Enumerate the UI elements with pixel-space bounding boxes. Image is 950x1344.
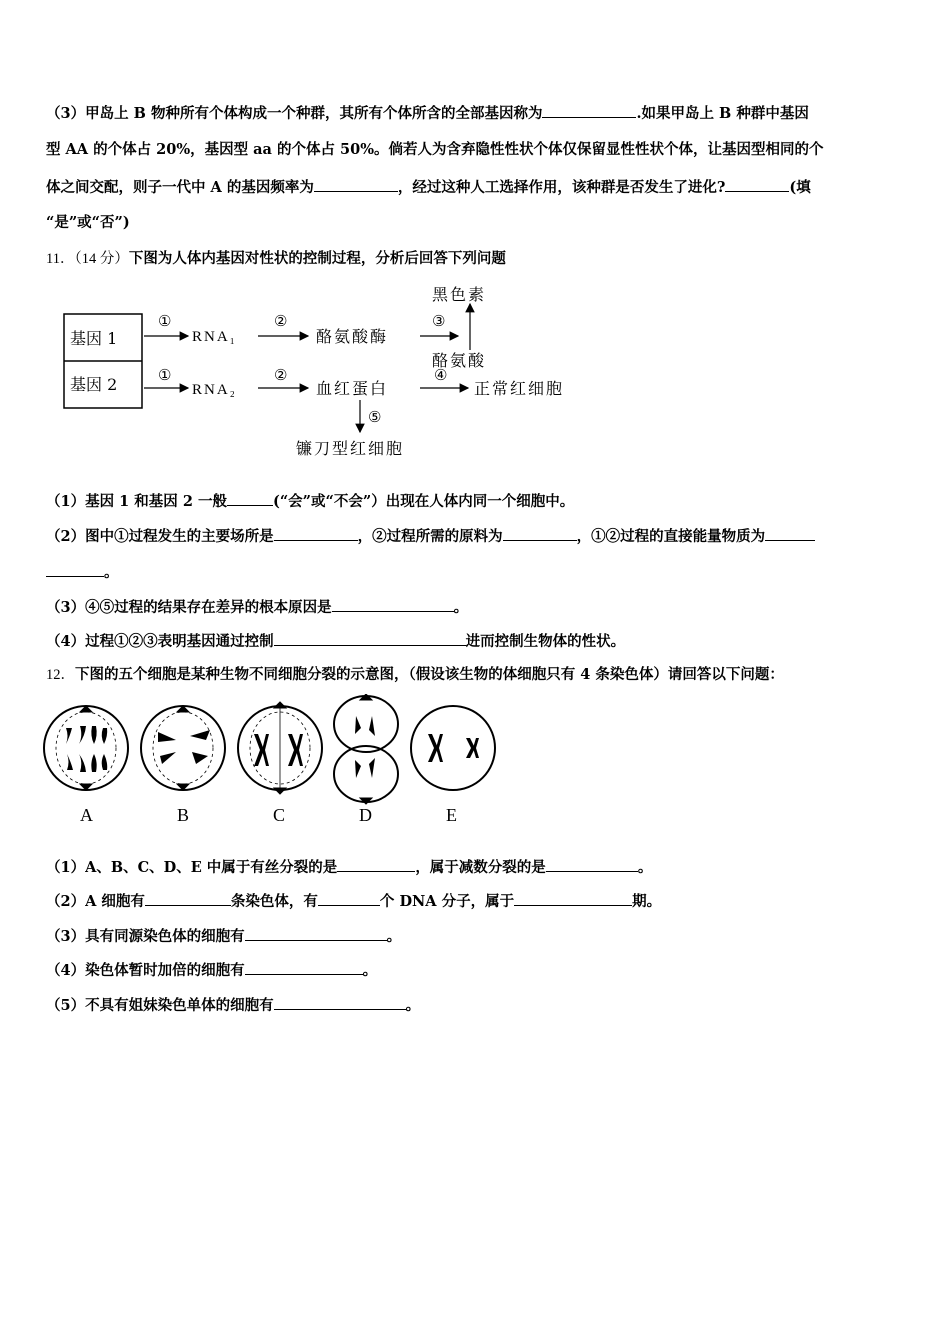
q11-p3 [46,597,910,618]
gene2-label: 基因 2 [70,375,118,394]
question-title: 下图的五个细胞是某种生物不同细胞分裂的示意图，（假设该生物的体细胞只有 4 条染色体）请回答以下问题： [75,666,784,683]
hemoglobin-label: 血红蛋白 [316,379,389,398]
text: 。 [386,928,402,945]
q12-p4 [46,960,910,981]
cell-a [44,706,128,790]
cell-division-figure [40,694,510,830]
q11-p2-cont [46,562,910,583]
text: 。 [453,599,469,616]
rna1-label: RNA₁ [192,329,237,345]
enzyme-label: 酪氨酸酶 [316,327,389,346]
q10-3-line2: 型 AA 的个体占 20%，基因型 aa 的个体占 50%。倘若人为含弃隐性性状个体仅保留显性性状个体，让基因型相同的个 [46,141,824,158]
q12-p5 [46,995,910,1016]
text: （2）图中①过程发生的主要场所是 [46,528,274,545]
text: 进而控制生物体的性状。 [465,633,626,650]
text: 期。 [632,893,662,910]
text: .如果甲岛上 B 种群中基因 [636,105,809,122]
q12-heading [46,665,910,685]
text: 。 [362,962,378,979]
normal-rbc-label: 正常红细胞 [474,379,565,398]
text: （4）过程①②③表明基因通过控制 [46,633,274,650]
answer-blank[interactable] [46,562,104,577]
step-2: ② [274,312,288,330]
text: 体之间交配，则子一代中 A 的基因频率为 [46,179,314,196]
answer-blank[interactable] [314,177,398,192]
tyrosine-label: 酪氨酸 [432,351,487,370]
q10-3-line4: “是”或“否”) [46,214,130,231]
text: (填 [789,179,811,196]
text: 个 DNA 分子，属于 [379,893,515,910]
step-1b: ① [158,366,172,384]
text: （3）④⑤过程的结果存在差异的根本原因是 [46,599,332,616]
step-5: ⑤ [368,408,382,426]
q11-p2 [46,526,910,547]
cell-label-a: A [80,805,93,825]
text: （1）A、B、C、D、E 中属于有丝分裂的是 [46,859,338,876]
answer-blank[interactable] [274,526,358,541]
cell-b [141,706,225,790]
step-2b: ② [274,366,288,384]
q10-3-line3 [46,177,910,198]
answer-blank[interactable] [145,891,231,906]
text: ，①②过程的直接能量物质为 [576,528,766,545]
cell-e [411,706,495,790]
answer-blank[interactable] [503,526,577,541]
text: （1）基因 1 和基因 2 一般 [46,493,227,510]
q12-p1 [46,857,910,878]
answer-blank[interactable] [514,891,632,906]
text: （3）具有同源染色体的细胞有 [46,928,245,945]
q11-p1 [46,491,910,512]
text: 。 [104,564,119,581]
text: 。 [405,997,421,1014]
gene1-label: 基因 1 [70,329,118,348]
step-1: ① [158,312,172,330]
answer-blank[interactable] [725,177,789,192]
answer-blank[interactable] [765,526,815,541]
question-title: 下图为人体内基因对性状的控制过程，分析后回答下列问题 [128,250,506,267]
text: ，②过程所需的原料为 [357,528,503,545]
melanin-label: 黑色素 [432,285,487,304]
text: （3）甲岛上 B 物种所有个体构成一个种群，其所有个体所含的全部基因称为 [46,105,543,122]
q12-p3 [46,926,910,947]
answer-blank[interactable] [227,491,273,506]
text: (“会”或“不会”）出现在人体内同一个细胞中。 [272,493,575,510]
question-number: 11．（14 分） [46,251,129,267]
text: （4）染色体暂时加倍的细胞有 [46,962,245,979]
q10-3-line1 [46,103,910,124]
answer-blank[interactable] [245,926,387,941]
answer-blank[interactable] [542,103,636,118]
cell-label-c: C [273,805,286,825]
step-3: ③ [432,312,446,330]
text: （5）不具有姐妹染色单体的细胞有 [46,997,274,1014]
cell-c [238,702,322,794]
text: 。 [637,859,653,876]
cell-label-e: E [446,805,457,825]
text: 条染色体，有 [230,893,318,910]
text: （2）A 细胞有 [46,893,145,910]
answer-blank[interactable] [245,960,363,975]
cell-label-d: D [359,805,372,825]
answer-blank[interactable] [274,631,466,646]
q12-p2 [46,891,910,912]
answer-blank[interactable] [546,857,638,872]
answer-blank[interactable] [318,891,380,906]
rna2-label: RNA₂ [192,382,237,398]
q11-p4 [46,631,910,652]
text: ，属于减数分裂的是 [415,859,546,876]
step-4: ④ [434,366,448,384]
answer-blank[interactable] [332,597,454,612]
q11-heading [46,249,910,269]
question-number: 12． [46,667,75,683]
cell-d [334,694,398,804]
answer-blank[interactable] [274,995,406,1010]
cell-label-b: B [177,805,190,825]
sickle-rbc-label: 镰刀型红细胞 [296,439,405,458]
gene-control-diagram [60,284,620,462]
answer-blank[interactable] [337,857,415,872]
text: ，经过这种人工选择作用，该种群是否发生了进化? [397,179,726,196]
